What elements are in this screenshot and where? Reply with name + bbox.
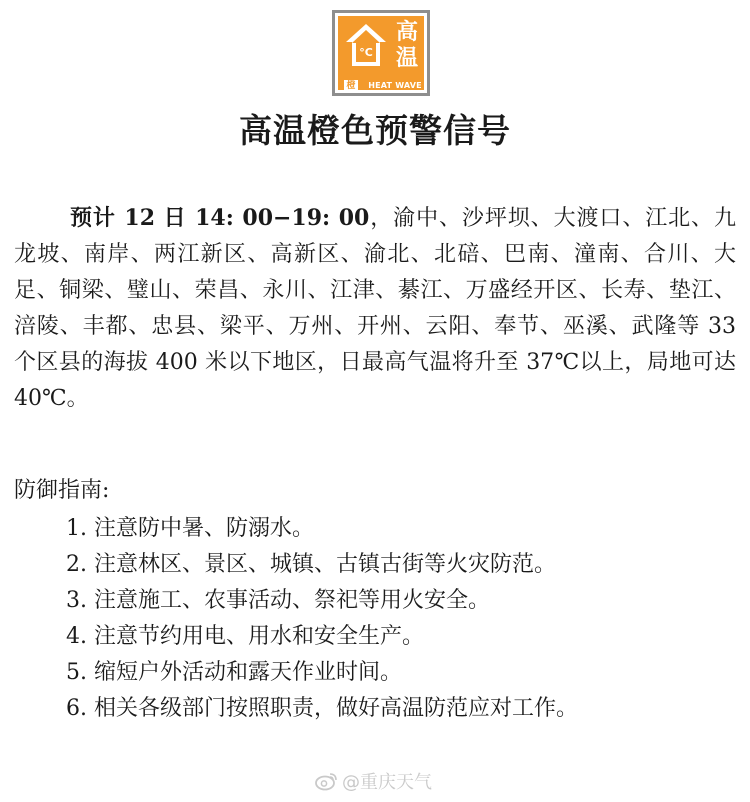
guide-item-1: 1. 注意防中暑、防溺水。	[66, 516, 314, 541]
badge-cn-label	[394, 20, 420, 72]
forecast-time-lead: 预计 12 日 14: 00−19: 00	[70, 205, 370, 231]
heat-wave-warning-badge	[332, 10, 430, 96]
guide-heading: 防御指南:	[14, 478, 110, 503]
badge-level-char: 橙	[344, 80, 358, 92]
badge-fill	[338, 16, 424, 90]
weibo-logo-icon	[314, 771, 338, 791]
badge-cn-char-2: 温	[395, 46, 418, 71]
guide-item-2: 2. 注意林区、景区、城镇、古镇古街等火灾防范。	[66, 552, 556, 577]
guide-item-3: 3. 注意施工、农事活动、祭祀等用火安全。	[66, 588, 490, 613]
badge-en-label: HEAT WAVE	[368, 81, 422, 90]
guide-list	[66, 511, 578, 727]
guide-item-4: 4. 注意节约用电、用水和安全生产。	[66, 624, 424, 649]
watermark-text: @重庆天气	[342, 772, 432, 793]
forecast-body: ，渝中、沙坪坝、大渡口、江北、九龙坡、南岸、两江新区、高新区、渝北、北碚、巴南、潼南、合川、大足、铜梁、璧山、荣昌、永川、江津、綦江、万盛经开区、长寿、垫江、涪陵、丰都、忠县、梁平、万州、开州、云阳、奉节、巫溪、武隆等 33 个区县的海拔 400 米以下地区，日最高气温将升至 37℃以上，局地可达 40℃。	[14, 206, 736, 411]
guide-item-5: 5. 缩短户外活动和露天作业时间。	[66, 660, 402, 685]
thermometer-house-icon	[342, 20, 390, 76]
guide-item-6: 6. 相关各级部门按照职责，做好高温防范应对工作。	[66, 696, 578, 721]
badge-cn-char-1: 高	[395, 20, 418, 45]
page-title: 高温橙色预警信号	[239, 111, 511, 150]
forecast-paragraph	[14, 200, 736, 417]
badge-temp-symbol: °C	[359, 46, 373, 59]
weibo-watermark	[314, 766, 432, 796]
